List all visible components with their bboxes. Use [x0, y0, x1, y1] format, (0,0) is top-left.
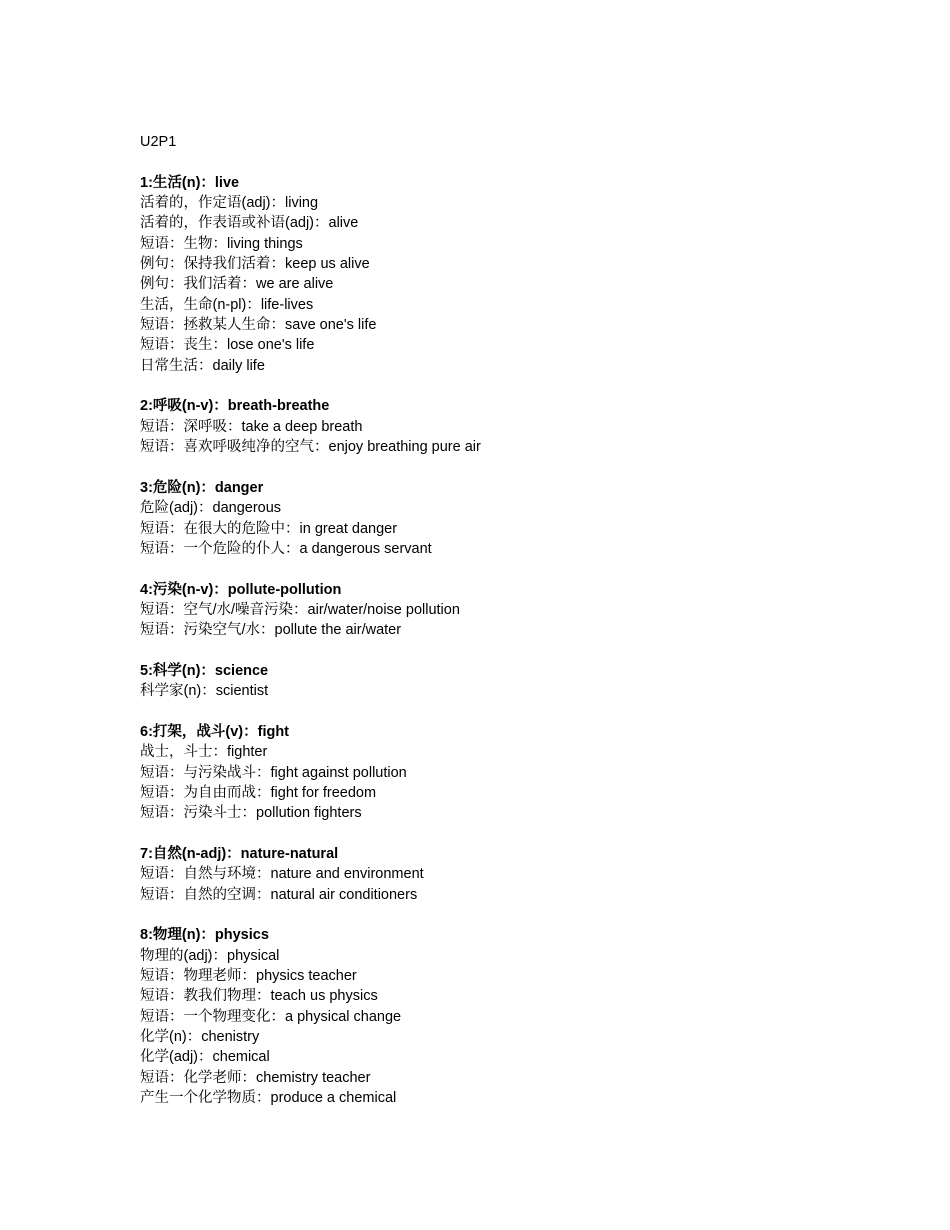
- entry-line: 短语：拯救某人生命：save one's life: [140, 317, 377, 334]
- entry-line: 短语：生物：living things: [140, 235, 303, 252]
- entry-line: 短语：一个物理变化：a physical change: [140, 1008, 402, 1025]
- entry-line: 活着的，作表语或补语(adj)：alive: [140, 215, 359, 232]
- section-heading: 1:生活(n)：live: [140, 174, 240, 191]
- entry-line: 产生一个化学物质：produce a chemical: [140, 1090, 397, 1107]
- entry-line: 短语：自然与环境：nature and environment: [140, 866, 424, 883]
- entry-line: 日常生活：daily life: [140, 357, 265, 374]
- vocab-section: [140, 925, 900, 1108]
- entry-line: 短语：与污染战斗：fight against pollution: [140, 764, 407, 781]
- section-heading: 6:打架，战斗(v)：fight: [140, 723, 290, 740]
- vocab-section: [140, 478, 900, 559]
- entry-line: 短语：污染空气/水：pollute the air/water: [140, 622, 402, 639]
- vocab-section: [140, 580, 900, 641]
- section-heading: 8:物理(n)：physics: [140, 927, 269, 944]
- vocab-section: [140, 173, 900, 376]
- entry-line: 生活，生命(n-pl)：life-lives: [140, 296, 314, 313]
- spacer: [140, 905, 900, 925]
- entry-line: 战士，斗士：fighter: [140, 744, 268, 761]
- section-heading: 2:呼吸(n-v)：breath-breathe: [140, 398, 330, 415]
- vocab-section: [140, 661, 900, 702]
- spacer: [140, 824, 900, 844]
- spacer: [140, 458, 900, 478]
- spacer: [140, 702, 900, 722]
- entry-line: 短语：喜欢呼吸纯净的空气：enjoy breathing pure air: [140, 439, 481, 456]
- vocab-section: [140, 396, 900, 457]
- entry-line: 短语：化学老师：chemistry teacher: [140, 1069, 371, 1086]
- entry-line: 物理的(adj)：physical: [140, 947, 280, 964]
- entry-line: 危险(adj)：dangerous: [140, 500, 282, 517]
- entry-line: 短语：丧生：lose one's life: [140, 337, 315, 354]
- entry-line: 科学家(n)：scientist: [140, 683, 269, 700]
- entry-line: 活着的，作定语(adj)：living: [140, 195, 319, 212]
- document-page: [140, 132, 900, 1109]
- entry-line: 例句：我们活着：we are alive: [140, 276, 334, 293]
- spacer: [140, 376, 900, 396]
- entry-line: 例句：保持我们活着：keep us alive: [140, 256, 370, 273]
- entry-line: 短语：为自由而战：fight for freedom: [140, 785, 377, 801]
- section-heading: 7:自然(n-adj)：nature-natural: [140, 846, 339, 863]
- section-heading: 3:危险(n)：danger: [140, 479, 264, 496]
- spacer: [140, 559, 900, 579]
- entry-line: 短语：物理老师：physics teacher: [140, 968, 357, 985]
- entry-line: 化学(adj)：chemical: [140, 1049, 270, 1066]
- entry-line: 短语：教我们物理：teach us physics: [140, 988, 378, 1005]
- spacer: [140, 641, 900, 661]
- document-title: U2P1: [140, 134, 177, 150]
- entry-line: 短语：自然的空调：natural air conditioners: [140, 886, 418, 903]
- entry-line: 短语：空气/水/噪音污染：air/water/noise pollution: [140, 601, 460, 618]
- entry-line: 短语：在很大的危险中：in great danger: [140, 520, 398, 537]
- spacer: [140, 152, 900, 172]
- section-heading: 5:科学(n)：science: [140, 662, 269, 679]
- section-heading: 4:污染(n-v)：pollute-pollution: [140, 581, 342, 598]
- entry-line: 化学(n)：chenistry: [140, 1029, 260, 1046]
- vocab-section: [140, 722, 900, 824]
- entry-line: 短语：一个危险的仆人：a dangerous servant: [140, 540, 432, 557]
- entry-line: 短语：污染斗士：pollution fighters: [140, 805, 362, 822]
- entry-line: 短语：深呼吸：take a deep breath: [140, 418, 363, 435]
- vocab-section: [140, 844, 900, 905]
